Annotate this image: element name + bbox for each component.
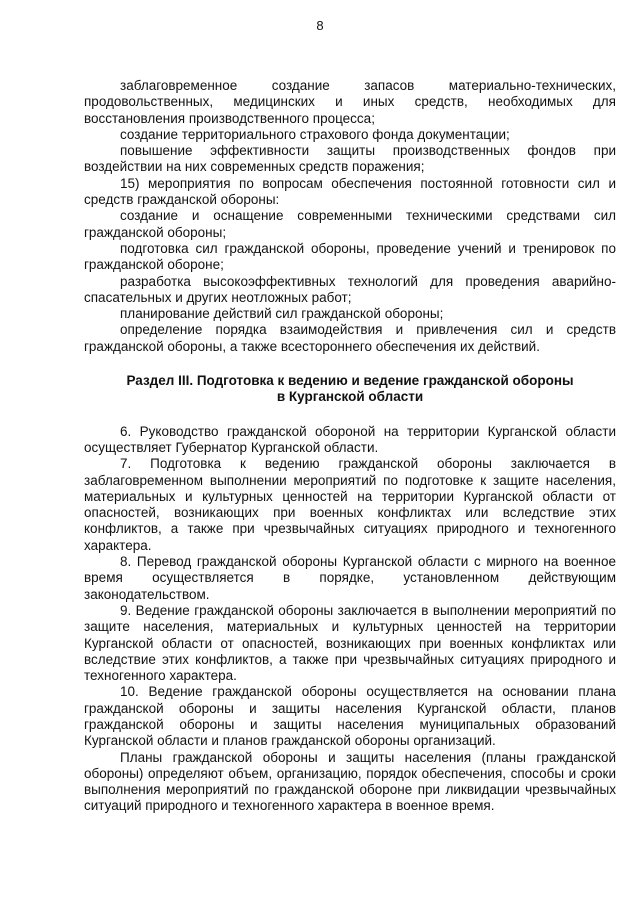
paragraph: повышение эффективности защиты производственных фондов при воздействии на них современных средств поражения; xyxy=(84,143,616,175)
paragraph: создание и оснащение современными техническими средствами сил гражданской обороны; xyxy=(84,208,616,240)
paragraph: 6. Руководство гражданской обороной на территории Курганской области осуществляет Губернатор Курганской области. xyxy=(84,423,616,455)
section-heading-line2: в Курганской области xyxy=(276,389,424,405)
paragraph: Планы гражданской обороны и защиты населения (планы гражданской обороны) определяют объем, организацию, порядок обеспечения, способы и сроки выполнения мероприятий по гражданской обороне при ликвидации чрезвычайных ситуаций природного и техногенного характера в военное время. xyxy=(84,749,616,814)
page-number: 8 xyxy=(316,18,324,33)
paragraph: 10. Ведение гражданской обороны осуществляется на основании плана гражданской обороны и защиты населения Курганской области, планов гражданской обороны и защиты населения муниципальных образований Курганской области и планов гражданской обороны организаций. xyxy=(84,684,616,749)
paragraph: 15) мероприятия по вопросам обеспечения постоянной готовности сил и средств гражданской обороны: xyxy=(84,175,616,208)
paragraph: планирование действий сил гражданской обороны; xyxy=(120,306,444,322)
paragraph: 8. Перевод гражданской обороны Курганской области с мирного на военное время осуществляется в порядке, установленном действующим законодательством. xyxy=(84,554,616,602)
section-heading xyxy=(84,373,616,406)
paragraph: подготовка сил гражданской обороны, проведение учений и тренировок по гражданской обороне; xyxy=(84,240,616,273)
paragraph: разработка высокоэффективных технологий для проведения аварийно-спасательных и других неотложных работ; xyxy=(84,273,616,305)
paragraph: заблаговременное создание запасов материально-технических, продовольственных, медицинских и иных средств, необходимых для восстановления производственного процесса; xyxy=(84,78,616,126)
section-heading-line1: Раздел III. Подготовка к ведению и ведение гражданской обороны xyxy=(126,373,574,389)
paragraph: определение порядка взаимодействия и привлечения сил и средств гражданской обороны, а также всестороннего обеспечения их действий. xyxy=(84,322,616,354)
document-body xyxy=(84,78,616,815)
paragraph: создание территориального страхового фонда документации; xyxy=(120,126,510,142)
paragraph: 7. Подготовка к ведению гражданской обороны заключается в заблаговременном выполнении мероприятий по подготовке к защите населения, материальных и культурных ценностей на территории Курганской области от опасностей, возникающих при военных конфликтах или вследствие этих конфликтов, а также при чрезвычайных ситуациях природного и техногенного характера. xyxy=(84,456,616,553)
paragraph: 9. Ведение гражданской обороны заключается в выполнении мероприятий по защите населения, материальных и культурных ценностей на территории Курганской области от опасностей, возникающих при военных конфликтах или вследствие этих конфликтов, а также при чрезвычайных ситуациях природного и техногенного характера. xyxy=(84,602,616,684)
